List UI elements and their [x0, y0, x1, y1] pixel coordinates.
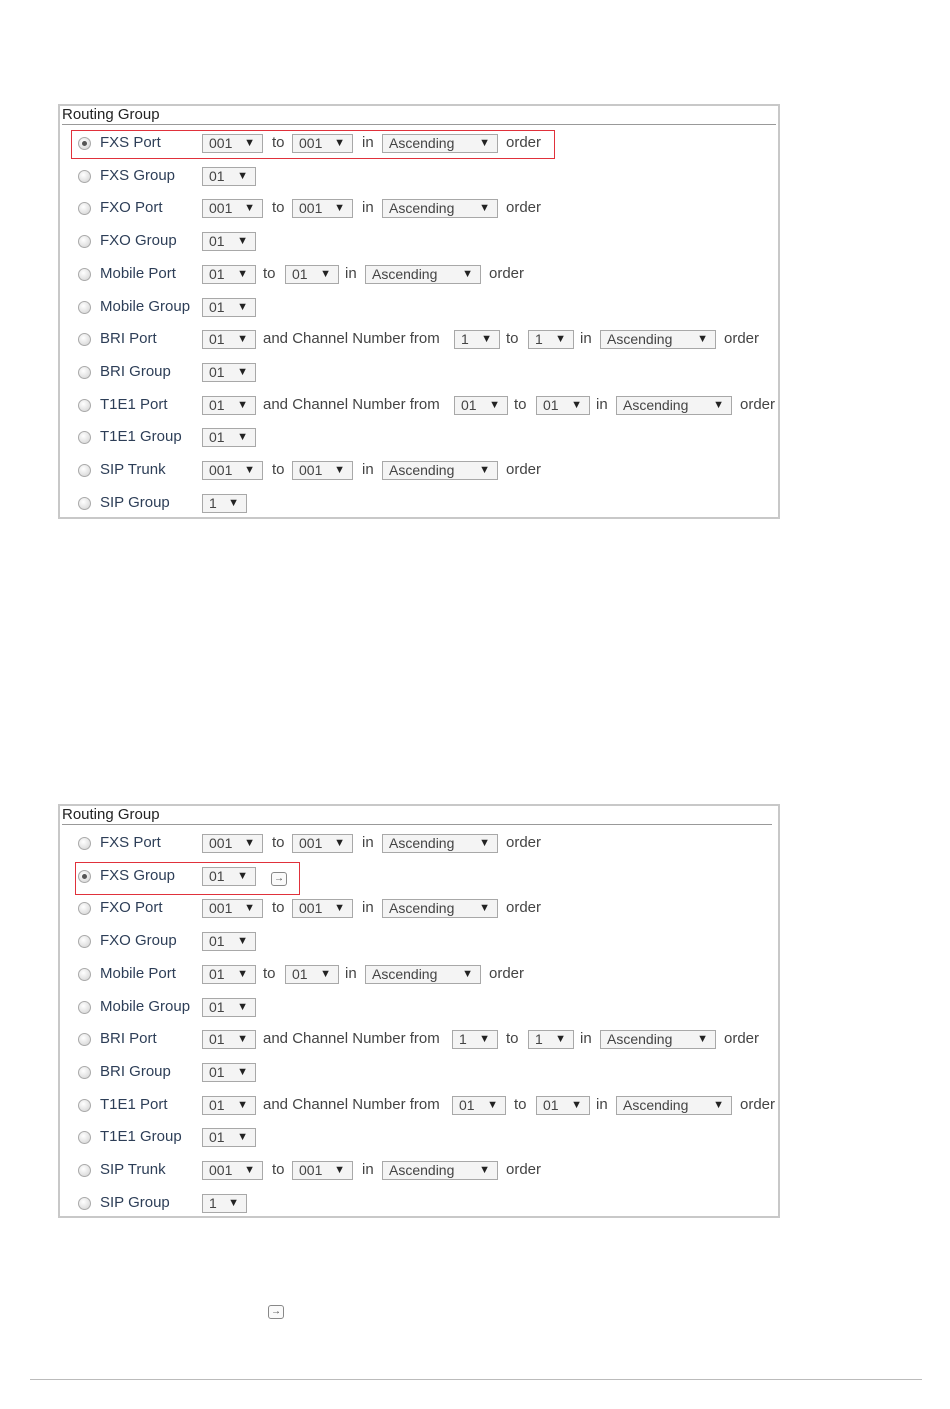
order-text: order [740, 395, 776, 413]
select-value: 001 [299, 1162, 323, 1178]
dropdown-arrow-icon: ▼ [237, 169, 248, 182]
start-select[interactable] [202, 167, 256, 186]
dropdown-arrow-icon: ▼ [697, 333, 708, 346]
start-select[interactable] [202, 232, 256, 251]
routing-option-label: BRI Group [100, 362, 171, 380]
start-select[interactable] [202, 1030, 256, 1049]
dropdown-arrow-icon: ▼ [228, 496, 239, 509]
routing-option-row [60, 259, 780, 292]
select-value: Ascending [389, 462, 455, 478]
routing-option-row [60, 926, 780, 959]
in-text: in [362, 899, 374, 917]
routing-option-label: FXO Group [100, 932, 177, 950]
routing-option-label: SIP Trunk [100, 461, 166, 478]
routing-option-row [60, 861, 780, 894]
in-text: in [362, 134, 374, 151]
start-select[interactable] [202, 363, 256, 382]
in-text: in [580, 1030, 592, 1048]
dropdown-arrow-icon: ▼ [244, 137, 255, 149]
in-text: in [596, 395, 608, 413]
order-select[interactable] [616, 1096, 732, 1115]
select-value: 01 [209, 167, 225, 184]
dropdown-arrow-icon: ▼ [489, 398, 500, 411]
select-value: Ascending [607, 331, 673, 348]
start-select[interactable] [202, 899, 263, 918]
footer-divider [30, 1379, 922, 1380]
dropdown-arrow-icon: ▼ [244, 837, 255, 849]
routing-option-label: T1E1 Group [100, 1128, 182, 1146]
in-text: in [596, 1095, 608, 1113]
start-select[interactable] [202, 1194, 247, 1213]
select-value: 001 [299, 835, 323, 851]
channel-start-select[interactable] [452, 1096, 506, 1115]
routing-option-label: T1E1 Port [100, 1095, 168, 1113]
dropdown-arrow-icon: ▼ [479, 902, 490, 915]
routing-option-radio[interactable] [78, 464, 91, 477]
select-value: 01 [209, 1096, 225, 1113]
routing-option-row [60, 324, 780, 357]
dropdown-arrow-icon: ▼ [571, 398, 582, 411]
start-select[interactable] [202, 867, 256, 886]
select-value: Ascending [389, 135, 455, 151]
routing-option-row [60, 455, 780, 488]
select-value: 001 [299, 462, 323, 478]
select-value: 01 [209, 233, 225, 250]
routing-option-label: FXS Port [100, 834, 161, 851]
routing-option-row [60, 488, 780, 521]
order-select[interactable] [382, 1161, 498, 1180]
dropdown-arrow-icon: ▼ [479, 137, 490, 149]
in-text: in [362, 834, 374, 851]
channel-start-select[interactable] [454, 330, 500, 349]
dropdown-arrow-icon: ▼ [237, 1033, 248, 1046]
dropdown-arrow-icon: ▼ [479, 837, 490, 849]
to-text: to [272, 199, 285, 217]
routing-option-label: BRI Group [100, 1062, 171, 1080]
in-text: in [362, 199, 374, 217]
routing-option-radio[interactable] [78, 366, 91, 379]
dropdown-arrow-icon: ▼ [244, 464, 255, 476]
select-value: 01 [292, 965, 308, 982]
routing-option-label: T1E1 Group [100, 428, 182, 446]
routing-option-label: BRI Port [100, 330, 157, 348]
routing-option-row [60, 422, 780, 455]
to-text: to [272, 899, 285, 917]
dropdown-arrow-icon: ▼ [481, 333, 492, 346]
select-value: 001 [209, 200, 233, 217]
select-value: Ascending [607, 1031, 673, 1048]
select-value: 001 [209, 835, 233, 851]
select-value: 001 [299, 135, 323, 151]
select-value: 01 [209, 1063, 225, 1080]
routing-option-label: Mobile Group [100, 997, 191, 1015]
to-text: to [263, 264, 276, 282]
order-select[interactable] [616, 396, 732, 415]
to-text: to [272, 461, 285, 478]
routing-option-radio[interactable] [78, 968, 91, 981]
order-text: order [489, 264, 525, 282]
routing-option-row [60, 1057, 780, 1090]
routing-option-label: Mobile Port [100, 964, 176, 982]
select-value: 001 [299, 900, 323, 917]
routing-option-radio[interactable] [78, 935, 91, 948]
routing-option-label: SIP Group [100, 1193, 170, 1211]
routing-option-label: SIP Group [100, 493, 170, 511]
dropdown-arrow-icon: ▼ [713, 1098, 724, 1111]
routing-option-radio[interactable] [78, 399, 91, 412]
order-select[interactable] [382, 899, 498, 918]
routing-option-row [60, 1188, 780, 1221]
to-text: to [514, 395, 527, 413]
order-select[interactable] [365, 965, 481, 984]
select-value: 1 [459, 1031, 467, 1048]
end-select[interactable] [285, 265, 339, 284]
end-select[interactable] [292, 1161, 353, 1180]
dropdown-arrow-icon: ▼ [713, 398, 724, 411]
dropdown-arrow-icon: ▼ [244, 1164, 255, 1176]
select-value: 1 [535, 1031, 543, 1048]
dropdown-arrow-icon: ▼ [237, 235, 248, 248]
routing-option-radio[interactable] [78, 202, 91, 215]
start-select[interactable] [202, 998, 256, 1017]
channel-start-select[interactable] [452, 1030, 498, 1049]
select-value: 1 [209, 1194, 217, 1211]
select-value: 001 [209, 900, 233, 917]
dropdown-arrow-icon: ▼ [555, 1033, 566, 1046]
channel-text: and Channel Number from [263, 1030, 440, 1048]
routing-option-row [60, 828, 780, 861]
order-text: order [506, 199, 542, 217]
routing-option-row [60, 226, 780, 259]
routing-option-row [60, 992, 780, 1025]
routing-option-radio[interactable] [78, 333, 91, 346]
dropdown-arrow-icon: ▼ [479, 1164, 490, 1176]
select-value: 001 [209, 135, 233, 151]
order-text: order [506, 134, 542, 151]
channel-start-select[interactable] [454, 396, 508, 415]
routing-option-radio[interactable] [78, 137, 91, 150]
dropdown-arrow-icon: ▼ [334, 902, 345, 915]
routing-option-label: BRI Port [100, 1030, 157, 1048]
select-value: 01 [209, 965, 225, 982]
in-text: in [362, 1161, 374, 1178]
dropdown-arrow-icon: ▼ [237, 333, 248, 346]
routing-option-label: FXS Group [100, 866, 176, 884]
to-text: to [506, 1030, 519, 1048]
select-value: 01 [209, 867, 225, 884]
end-select[interactable] [285, 965, 339, 984]
order-text: order [506, 899, 542, 917]
select-value: 001 [299, 200, 323, 217]
dropdown-arrow-icon: ▼ [334, 464, 345, 476]
end-select[interactable] [292, 834, 353, 853]
routing-option-radio[interactable] [78, 837, 91, 850]
start-select[interactable] [202, 834, 263, 853]
select-value: 1 [209, 494, 217, 511]
dropdown-arrow-icon: ▼ [479, 1033, 490, 1046]
dropdown-arrow-icon: ▼ [237, 869, 248, 882]
order-text: order [489, 964, 525, 982]
start-select[interactable] [202, 494, 247, 513]
dropdown-arrow-icon: ▼ [487, 1098, 498, 1111]
dropdown-arrow-icon: ▼ [237, 1098, 248, 1111]
dropdown-arrow-icon: ▼ [334, 202, 345, 215]
to-text: to [263, 964, 276, 982]
select-value: 01 [209, 298, 225, 315]
title-divider [62, 824, 772, 825]
select-value: 01 [209, 998, 225, 1015]
in-text: in [345, 964, 357, 982]
routing-option-radio[interactable] [78, 1066, 91, 1079]
select-value: 01 [292, 265, 308, 282]
routing-option-row [60, 1122, 780, 1155]
select-value: 01 [459, 1096, 475, 1113]
select-value: 01 [209, 363, 225, 380]
routing-option-label: FXO Group [100, 232, 177, 250]
order-select[interactable] [382, 134, 498, 153]
select-value: Ascending [389, 1162, 455, 1178]
routing-group-panel-1 [58, 104, 780, 519]
dropdown-arrow-icon: ▼ [462, 267, 473, 280]
start-select[interactable] [202, 265, 256, 284]
dropdown-arrow-icon: ▼ [334, 837, 345, 849]
start-select[interactable] [202, 396, 256, 415]
routing-option-radio[interactable] [78, 902, 91, 915]
routing-option-row [60, 128, 780, 161]
routing-option-label: FXO Port [100, 199, 163, 217]
select-value: 001 [209, 462, 233, 478]
routing-option-radio[interactable] [78, 170, 91, 183]
end-select[interactable] [292, 134, 353, 153]
dropdown-arrow-icon: ▼ [571, 1098, 582, 1111]
start-select[interactable] [202, 965, 256, 984]
routing-option-label: FXS Group [100, 166, 176, 184]
dropdown-arrow-icon: ▼ [237, 398, 248, 411]
routing-option-row [60, 1024, 780, 1057]
title-divider [62, 124, 776, 125]
dropdown-arrow-icon: ▼ [237, 967, 248, 980]
routing-option-radio[interactable] [78, 1197, 91, 1210]
routing-option-radio[interactable] [78, 1033, 91, 1046]
routing-option-row [60, 959, 780, 992]
dropdown-arrow-icon: ▼ [228, 1196, 239, 1209]
routing-option-label: Mobile Group [100, 297, 191, 315]
order-select[interactable] [382, 834, 498, 853]
panel-title: Routing Group [62, 806, 160, 823]
routing-group-panel-2 [58, 804, 780, 1218]
select-value: Ascending [389, 900, 455, 917]
start-select[interactable] [202, 1063, 256, 1082]
go-icon: → [268, 1305, 284, 1319]
routing-option-label: SIP Trunk [100, 1161, 166, 1178]
order-text: order [724, 1030, 760, 1048]
routing-option-row [60, 357, 780, 390]
dropdown-arrow-icon: ▼ [697, 1033, 708, 1046]
select-value: 01 [209, 933, 225, 950]
select-value: 01 [209, 396, 225, 413]
routing-option-label: T1E1 Port [100, 395, 168, 413]
channel-text: and Channel Number from [263, 395, 440, 413]
dropdown-arrow-icon: ▼ [237, 365, 248, 378]
select-value: 01 [209, 265, 225, 282]
routing-option-row [60, 1090, 780, 1123]
select-value: Ascending [372, 265, 438, 282]
start-select[interactable] [202, 461, 263, 480]
to-text: to [272, 834, 285, 851]
routing-option-row [60, 161, 780, 194]
routing-option-row [60, 1155, 780, 1188]
order-text: order [506, 1161, 542, 1178]
routing-option-label: FXS Port [100, 134, 161, 151]
dropdown-arrow-icon: ▼ [237, 1065, 248, 1078]
to-text: to [272, 1161, 285, 1178]
start-select[interactable] [202, 1161, 263, 1180]
routing-option-radio[interactable] [78, 1001, 91, 1014]
select-value: 01 [461, 396, 477, 413]
routing-option-row [60, 893, 780, 926]
dropdown-arrow-icon: ▼ [334, 1164, 345, 1176]
dropdown-arrow-icon: ▼ [479, 202, 490, 215]
select-value: Ascending [623, 1096, 689, 1113]
select-value: Ascending [372, 965, 438, 982]
start-select[interactable] [202, 1128, 256, 1147]
panel-title: Routing Group [62, 106, 160, 123]
dropdown-arrow-icon: ▼ [320, 267, 331, 280]
dropdown-arrow-icon: ▼ [237, 267, 248, 280]
routing-option-label: Mobile Port [100, 264, 176, 282]
end-select[interactable] [292, 899, 353, 918]
select-value: 1 [461, 331, 469, 348]
routing-option-radio[interactable] [78, 268, 91, 281]
select-value: 01 [543, 396, 559, 413]
dropdown-arrow-icon: ▼ [334, 137, 345, 149]
channel-end-select[interactable] [528, 330, 574, 349]
dropdown-arrow-icon: ▼ [244, 902, 255, 915]
routing-option-row [60, 193, 780, 226]
order-text: order [724, 330, 760, 348]
end-select[interactable] [292, 461, 353, 480]
order-select[interactable] [382, 461, 498, 480]
dropdown-arrow-icon: ▼ [237, 935, 248, 948]
select-value: 01 [209, 429, 225, 446]
dropdown-arrow-icon: ▼ [237, 300, 248, 313]
start-select[interactable] [202, 1096, 256, 1115]
channel-end-select[interactable] [536, 396, 590, 415]
dropdown-arrow-icon: ▼ [237, 1000, 248, 1013]
dropdown-arrow-icon: ▼ [462, 967, 473, 980]
channel-text: and Channel Number from [263, 1095, 440, 1113]
routing-option-radio[interactable] [78, 301, 91, 314]
select-value: Ascending [389, 200, 455, 217]
in-text: in [580, 330, 592, 348]
order-select[interactable] [600, 330, 716, 349]
routing-option-row [60, 292, 780, 325]
routing-option-radio[interactable] [78, 235, 91, 248]
order-text: order [506, 834, 542, 851]
channel-end-select[interactable] [536, 1096, 590, 1115]
dropdown-arrow-icon: ▼ [479, 464, 490, 476]
start-select[interactable] [202, 932, 256, 951]
routing-option-radio[interactable] [78, 431, 91, 444]
in-text: in [362, 461, 374, 478]
select-value: 01 [209, 1031, 225, 1048]
channel-text: and Channel Number from [263, 330, 440, 348]
order-select[interactable] [382, 199, 498, 218]
routing-option-radio[interactable] [78, 1131, 91, 1144]
channel-end-select[interactable] [528, 1030, 574, 1049]
start-select[interactable] [202, 298, 256, 317]
order-select[interactable] [365, 265, 481, 284]
dropdown-arrow-icon: ▼ [320, 967, 331, 980]
select-value: Ascending [389, 835, 455, 851]
dropdown-arrow-icon: ▼ [237, 431, 248, 444]
go-icon[interactable]: → [271, 872, 287, 886]
to-text: to [272, 134, 285, 151]
select-value: Ascending [623, 396, 689, 413]
dropdown-arrow-icon: ▼ [237, 1131, 248, 1144]
select-value: 01 [209, 331, 225, 348]
routing-option-label: FXO Port [100, 899, 163, 917]
start-select[interactable] [202, 330, 256, 349]
routing-option-radio[interactable] [78, 1164, 91, 1177]
dropdown-arrow-icon: ▼ [555, 333, 566, 346]
start-select[interactable] [202, 134, 263, 153]
start-select[interactable] [202, 428, 256, 447]
order-text: order [506, 461, 542, 478]
routing-option-radio[interactable] [78, 870, 91, 883]
to-text: to [506, 330, 519, 348]
in-text: in [345, 264, 357, 282]
dropdown-arrow-icon: ▼ [244, 202, 255, 215]
to-text: to [514, 1095, 527, 1113]
select-value: 1 [535, 331, 543, 348]
end-select[interactable] [292, 199, 353, 218]
routing-option-radio[interactable] [78, 497, 91, 510]
routing-option-row [60, 390, 780, 423]
order-select[interactable] [600, 1030, 716, 1049]
select-value: 01 [209, 1129, 225, 1146]
select-value: 001 [209, 1162, 233, 1178]
routing-option-radio[interactable] [78, 1099, 91, 1112]
select-value: 01 [543, 1096, 559, 1113]
start-select[interactable] [202, 199, 263, 218]
order-text: order [740, 1095, 776, 1113]
